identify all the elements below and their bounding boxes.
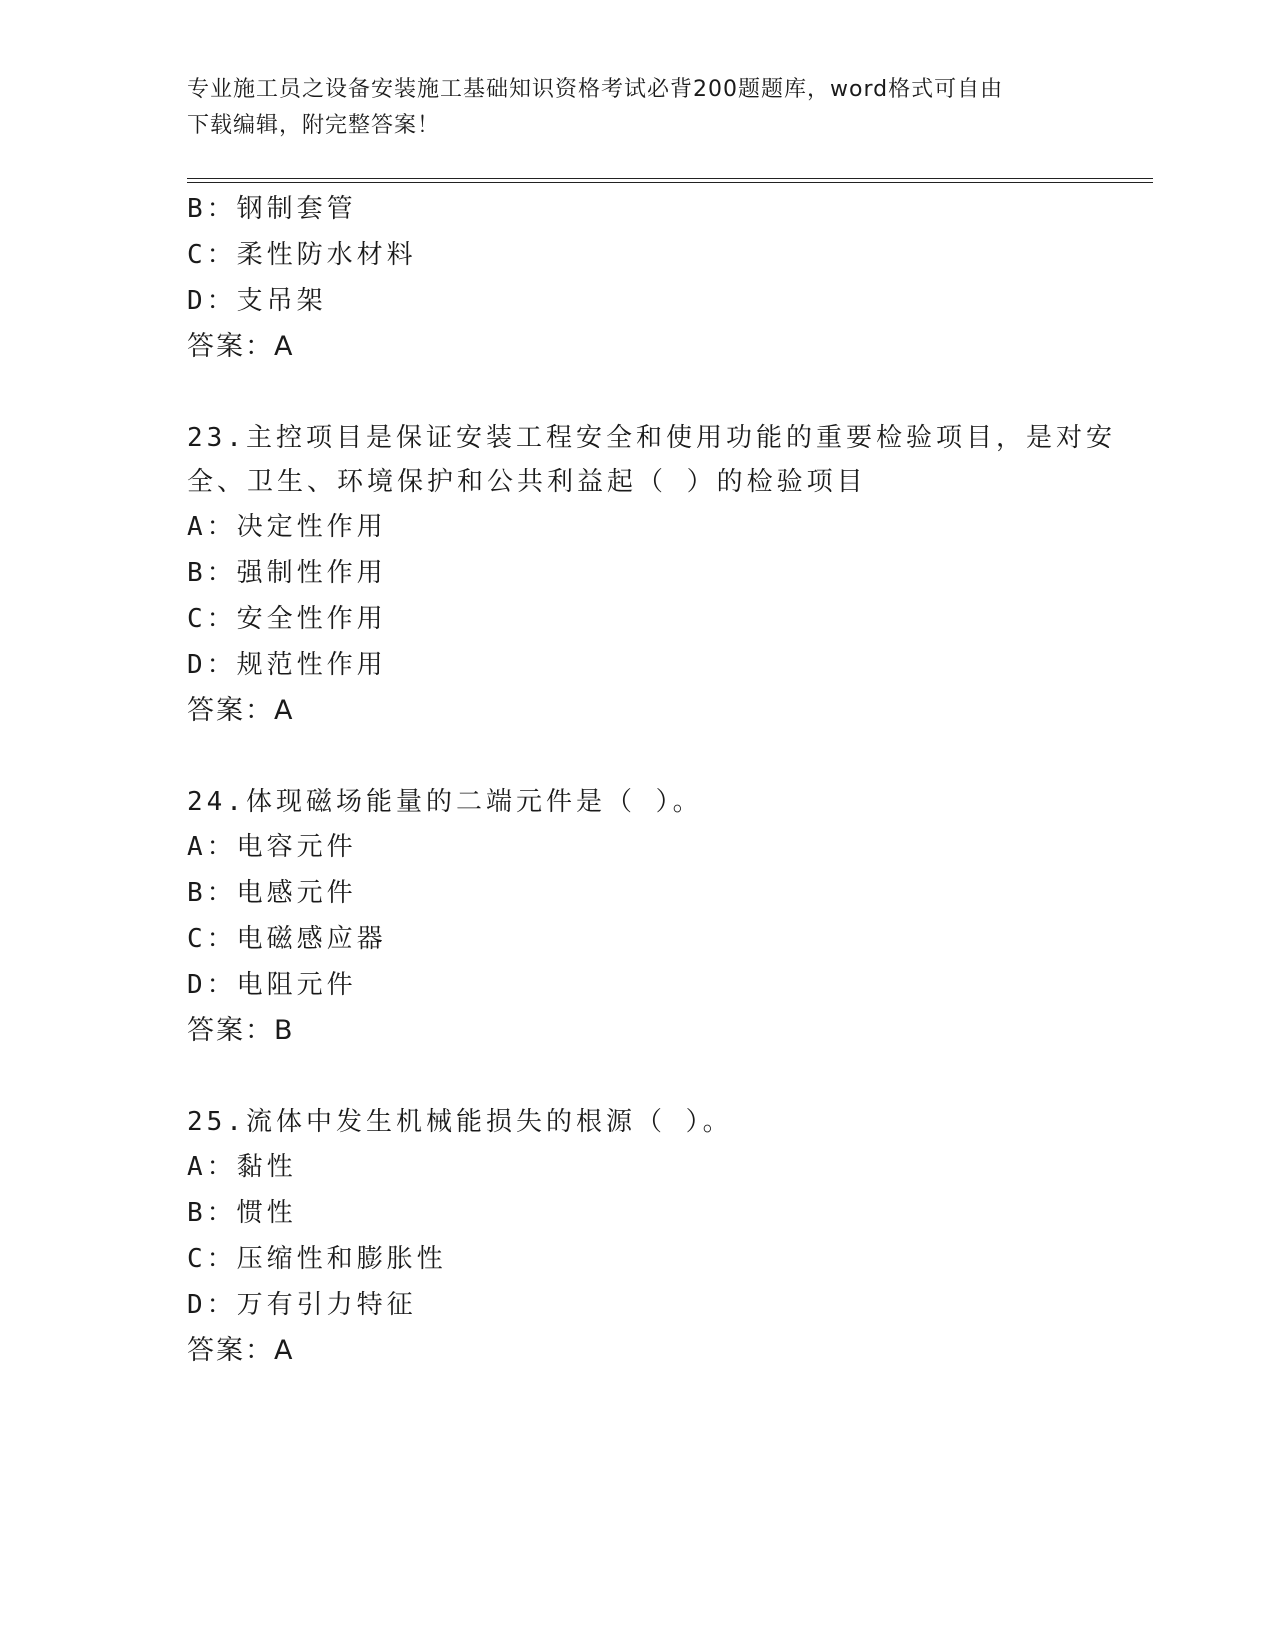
option-c: C：电磁感应器 bbox=[187, 924, 387, 954]
option-c: C：安全性作用 bbox=[187, 604, 387, 634]
option-b: B：电感元件 bbox=[187, 878, 357, 908]
answer: 答案：B bbox=[187, 1015, 295, 1046]
header-rule-top bbox=[187, 178, 1153, 179]
spacer bbox=[187, 734, 1087, 780]
question-stem-line: 全、卫生、环境保护和公共利益起（ ）的检验项目 bbox=[187, 467, 867, 497]
question-stem-line: 24.体现磁场能量的二端元件是（ ）。 bbox=[187, 787, 703, 817]
option-b: B：惯性 bbox=[187, 1198, 297, 1228]
option-a: A：电容元件 bbox=[187, 832, 357, 862]
option-c: C：压缩性和膨胀性 bbox=[187, 1244, 447, 1274]
question-24 bbox=[187, 780, 1087, 1054]
answer: 答案：A bbox=[187, 331, 295, 362]
option-a: A：决定性作用 bbox=[187, 512, 387, 542]
option-d: D：万有引力特征 bbox=[187, 1290, 417, 1320]
question-stem-line: 25.流体中发生机械能损失的根源（ ）。 bbox=[187, 1107, 733, 1137]
option-d: D：支吊架 bbox=[187, 286, 327, 316]
header-rule-bottom bbox=[187, 182, 1153, 183]
spacer bbox=[187, 370, 1087, 416]
option-d: D：规范性作用 bbox=[187, 650, 387, 680]
option-c: C：柔性防水材料 bbox=[187, 240, 417, 270]
question-list bbox=[187, 186, 1116, 1374]
question-stem-line: 23.主控项目是保证安装工程安全和使用功能的重要检验项目，是对安 bbox=[187, 423, 1116, 453]
header-line-2: 下载编辑，附完整答案！ bbox=[187, 113, 441, 138]
question-23 bbox=[187, 416, 1116, 734]
question-22-continued bbox=[187, 186, 1087, 370]
spacer bbox=[187, 1054, 1087, 1100]
option-a: A：黏性 bbox=[187, 1152, 297, 1182]
question-25 bbox=[187, 1100, 1087, 1374]
answer: 答案：A bbox=[187, 695, 295, 726]
option-b: B：强制性作用 bbox=[187, 558, 387, 588]
option-b: B：钢制套管 bbox=[187, 194, 357, 224]
document-header bbox=[187, 72, 1067, 144]
answer: 答案：A bbox=[187, 1335, 295, 1366]
option-d: D：电阻元件 bbox=[187, 970, 357, 1000]
header-line-1: 专业施工员之设备安装施工基础知识资格考试必背200题题库，word格式可自由 bbox=[187, 77, 1004, 102]
